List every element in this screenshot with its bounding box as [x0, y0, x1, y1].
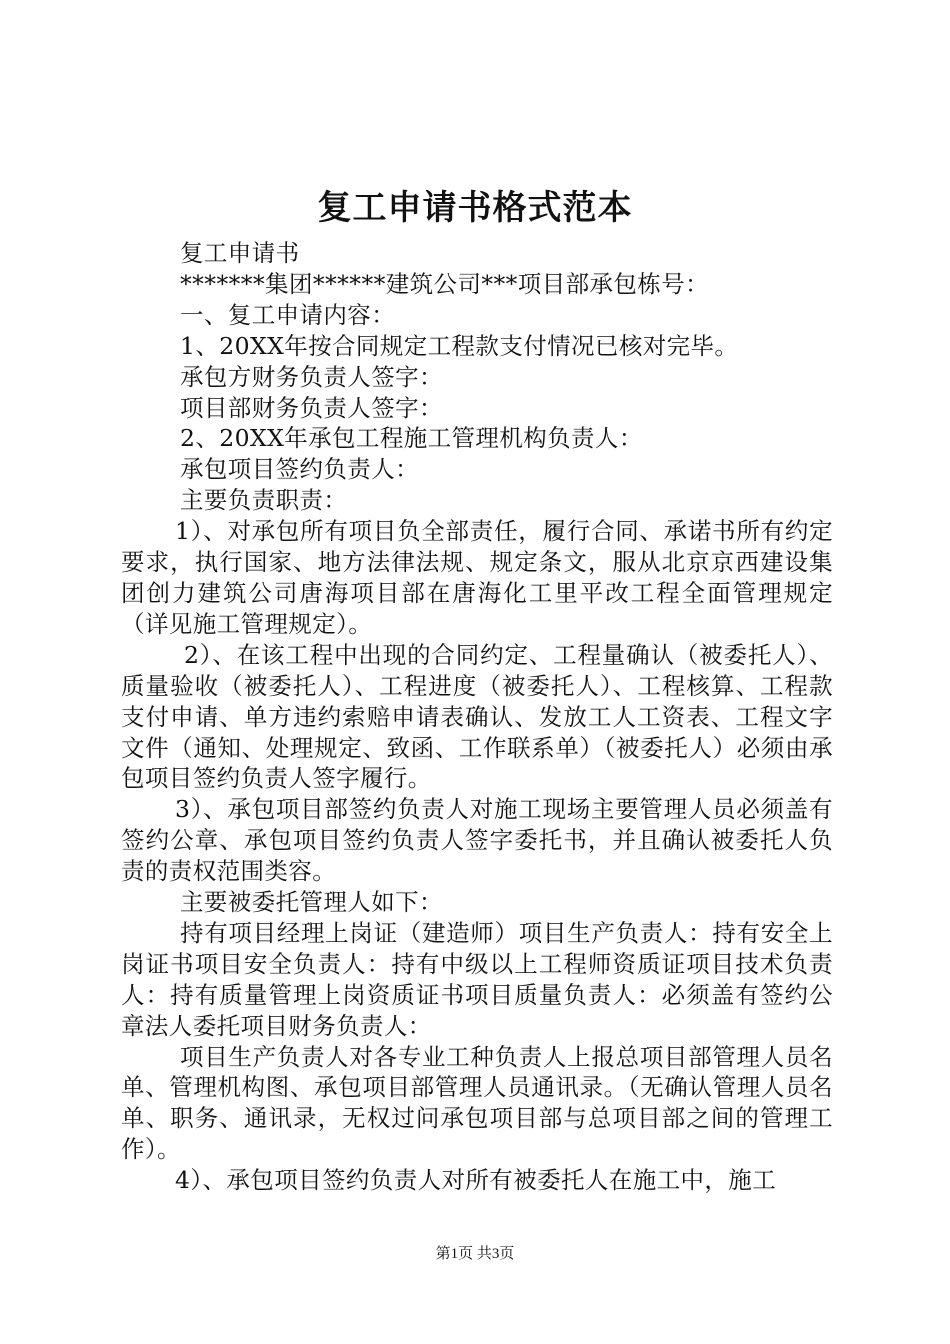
paragraph: 1、20XX年按合同规定工程款支付情况已核对完毕。 [180, 331, 739, 360]
paragraph: 复工申请书 [180, 239, 300, 267]
paragraph: 承包方财务负责人签字： [180, 362, 443, 391]
paragraph: 项目部财务负责人签字： [180, 393, 443, 422]
paragraph: 一、复工申请内容： [180, 300, 396, 329]
paragraph: 2、20XX年承包工程施工管理机构负责人： [180, 424, 643, 453]
page-footer: 第1页 共3页 [435, 1246, 515, 1262]
paragraph: 项目生产负责人对各专业工种负责人上报总项目部管理人员名单、管理机构图、承包项目部管理人员通讯录。（无确认管理人员名单、职务、通讯录，无权过问承包项目部与总项目部之间的管理工作）。 [121, 1042, 833, 1164]
page-title: 复工申请书格式范本 [317, 188, 633, 228]
document-body [121, 238, 833, 1196]
paragraph: 4）、承包项目签约负责人对所有被委托人在施工中，施工 [175, 1166, 777, 1195]
paragraph: 2）、在该工程中出现的合同约定、工程量确认（被委托人）、质量验收（被委托人）、工程进度（被委托人）、工程核算、工程款支付申请、单方违约索赔申请表确认、发放工人工资表、工程文字文件（通知、处理规定、致函、工作联系单）（被委托人）必须由承包项目签约负责人签字履行。 [121, 640, 833, 793]
paragraph: 持有项目经理上岗证（建造师）项目生产负责人：持有安全上岗证书项目安全负责人：持有中级以上工程师资质证项目技术负责人：持有质量管理上岗资质证书项目质量负责人：必须盖有签约公章法人委托项目财务负责人： [121, 918, 833, 1040]
paragraph: 1）、对承包所有项目负全部责任，履行合同、承诺书所有约定要求，执行国家、地方法律法规、规定条文，服从北京京西建设集团创力建筑公司唐海项目部在唐海化工里平改工程全面管理规定（详见施工管理规定）。 [121, 517, 833, 638]
paragraph: 3）、承包项目部签约负责人对施工现场主要管理人员必须盖有签约公章、承包项目签约负责人签字委托书，并且确认被委托人负责的责权范围类容。 [121, 795, 833, 886]
paragraph: 主要负责职责： [180, 486, 348, 515]
paragraph: 承包项目签约负责人： [180, 455, 419, 484]
paragraph: *******集团******建筑公司***项目部承包栋号： [180, 269, 709, 298]
paragraph: 主要被委托管理人如下： [180, 888, 443, 917]
